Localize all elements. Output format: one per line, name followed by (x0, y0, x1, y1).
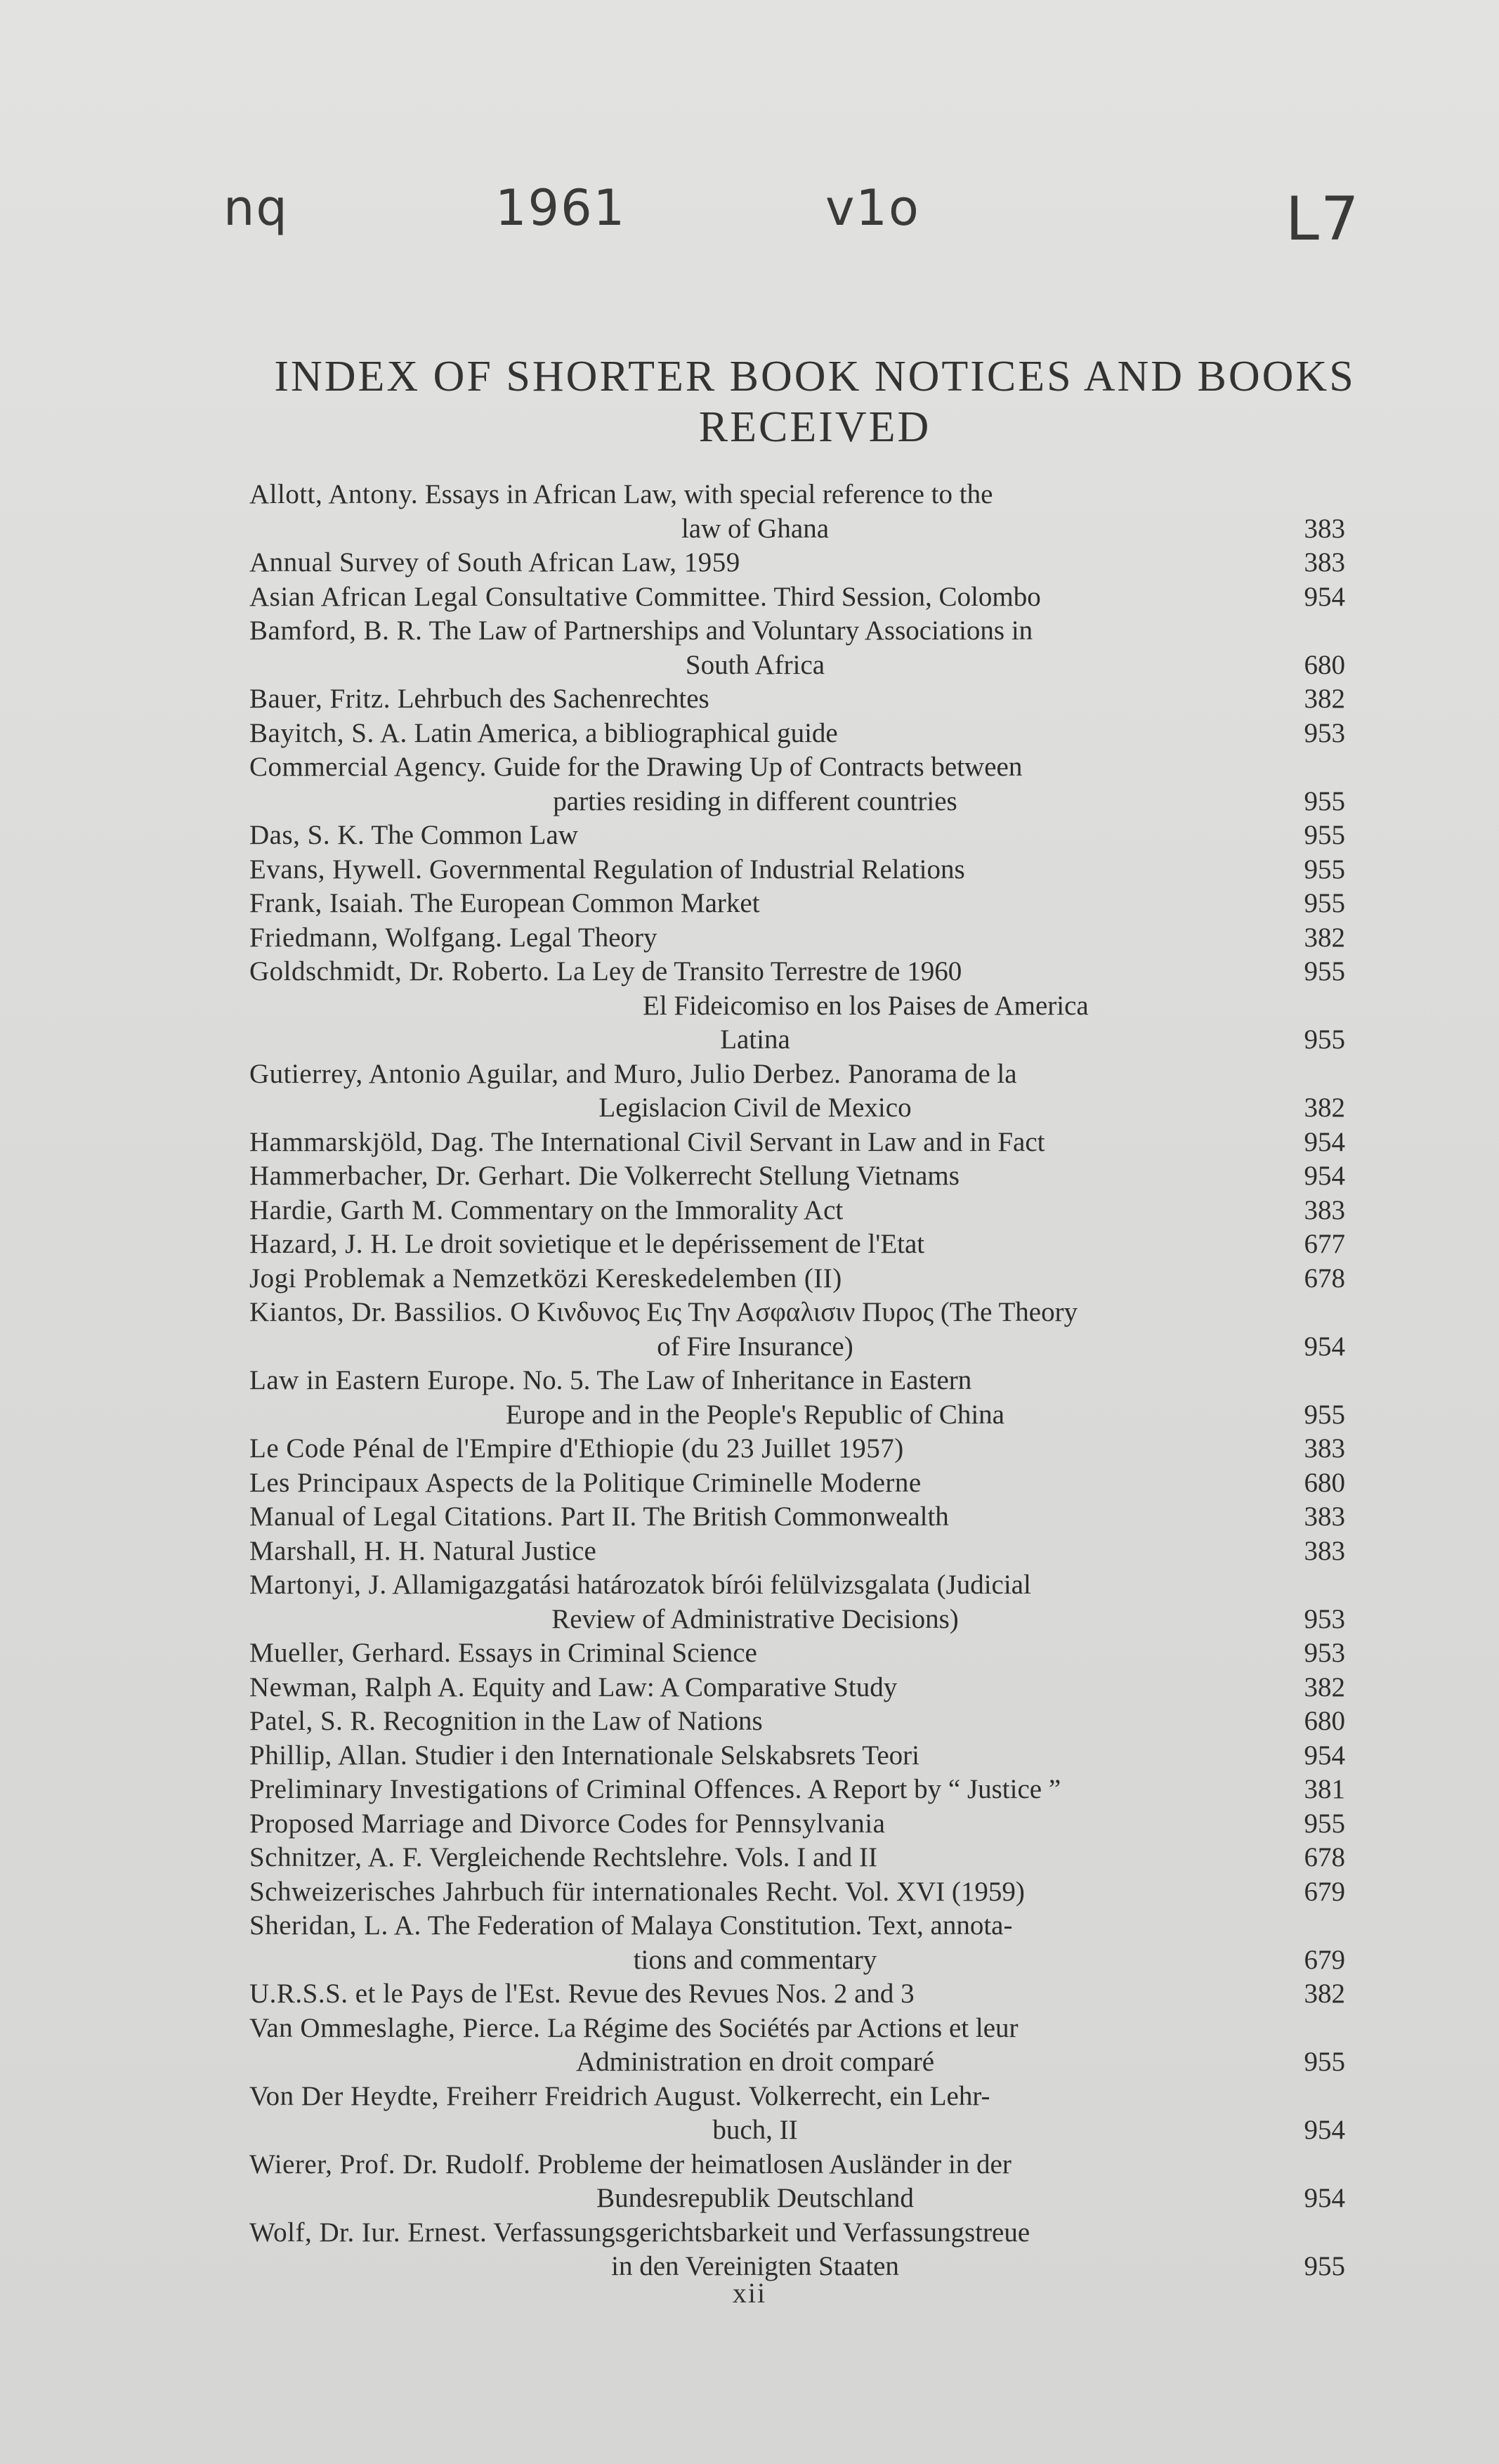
entry-line (249, 1057, 1345, 1092)
entry-title: Studier i den Internationale Selskabsrets Teori (414, 1740, 919, 1771)
entry-page-number: 955 (1304, 1808, 1345, 1839)
entry-page-number: 954 (1304, 1740, 1345, 1771)
index-entry (249, 1807, 1345, 1842)
entry-author: Kiantos, Dr. Bassilios. (249, 1297, 504, 1327)
entry-author: U.R.S.S. et le Pays de l'Est. (249, 1979, 562, 2009)
entry-continuation: Administration en droit comparé (575, 2047, 935, 2077)
entry-page-number: 680 (1304, 1706, 1345, 1736)
entry-title: Legal Theory (509, 922, 657, 953)
entry-author: Preliminary Investigations of Criminal Offences. (249, 1774, 802, 1804)
entry-title: Allamigazgatási határozatok bírói felülvizsgalata (Judicial (392, 1570, 1031, 1600)
index-entry (249, 2012, 1345, 2080)
entry-page-number: 383 (1304, 1501, 1345, 1532)
entry-author: Phillip, Allan. (249, 1740, 408, 1771)
index-entry (249, 1466, 1345, 1501)
entry-author: Newman, Ralph A. (249, 1671, 465, 1702)
entry-title: Volkerrecht, ein Lehr- (748, 2080, 990, 2111)
page-title: INDEX OF SHORTER BOOK NOTICES AND BOOKS RECEIVED (274, 353, 1356, 451)
entry-page-number: 955 (1304, 888, 1345, 918)
handwritten-mark: 1961 (495, 179, 627, 237)
index-entry (249, 1194, 1345, 1228)
entry-author: Hammerbacher, Dr. Gerhart. (249, 1161, 572, 1191)
index-entry (249, 580, 1345, 615)
entry-line (249, 1875, 1345, 1910)
entry-author: Martonyi, J. (249, 1570, 387, 1600)
entry-line (249, 1977, 1345, 2012)
index-entry (249, 682, 1345, 717)
entry-author: Manual of Legal Citations. (249, 1501, 554, 1532)
entry-page-number: 954 (1304, 2115, 1345, 2145)
entry-line (249, 1704, 1345, 1739)
index-entry (249, 1568, 1345, 1636)
entry-author: Evans, Hywell. (249, 854, 423, 885)
entry-author: Schnitzer, A. F. (249, 1842, 424, 1872)
entry-title: Essays in Criminal Science (458, 1638, 757, 1668)
index-entry (249, 989, 1345, 1057)
entry-title: The Common Law (371, 820, 578, 850)
entry-line (249, 1500, 1345, 1534)
handwritten-mark: nq (223, 179, 289, 237)
entry-title: La Ley de Transito Terrestre de 1960 (556, 956, 962, 986)
entry-title: Natural Justice (432, 1535, 596, 1566)
entry-author: Von Der Heydte, Freiherr Freidrich August. (249, 2080, 742, 2111)
entry-page-number: 955 (1304, 956, 1345, 986)
entry-author: Le Code Pénal de l'Empire d'Ethiopie (du 23 Juillet 1957) (249, 1433, 904, 1464)
entry-author: Friedmann, Wolfgang. (249, 922, 503, 953)
index-entry (249, 1739, 1345, 1773)
entry-line (249, 546, 1345, 580)
entry-author: Jogi Problemak a Nemzetközi Kereskedelemben (II) (249, 1263, 842, 1293)
entry-page-number: 383 (1304, 1433, 1345, 1464)
entry-author: Wolf, Dr. Iur. Ernest. (249, 2217, 487, 2248)
entry-page-number: 679 (1304, 1944, 1345, 1975)
entry-title: Verfassungsgerichtsbarkeit und Verfassungstreue (493, 2217, 1030, 2248)
entry-title: Recognition in the Law of Nations (383, 1706, 763, 1736)
entry-line (249, 580, 1345, 615)
entry-continuation: South Africa (685, 649, 825, 680)
entry-title: Le droit sovietique et le depérissement de l'Etat (404, 1229, 925, 1259)
entry-page-number: 954 (1304, 1331, 1345, 1362)
index-entry (249, 1159, 1345, 1194)
index-entry (249, 887, 1345, 921)
entry-author: Sheridan, L. A. (249, 1910, 421, 1941)
entry-page-number: 953 (1304, 1603, 1345, 1634)
entry-continuation: buch, II (712, 2115, 798, 2145)
entry-line (249, 1432, 1345, 1466)
entry-continuation: tions and commentary (633, 1944, 877, 1975)
page-number: xii (732, 2277, 767, 2309)
entry-page-number: 678 (1304, 1263, 1345, 1293)
index-entry (249, 1227, 1345, 1262)
entry-title: Equity and Law: A Comparative Study (471, 1671, 898, 1702)
index-entry (249, 1500, 1345, 1534)
entry-title: The Law of Partnerships and Voluntary Associations in (428, 615, 1033, 646)
entry-line (249, 1159, 1345, 1194)
entry-author: Schweizerisches Jahrbuch für internationales Recht. (249, 1876, 839, 1907)
index-entry (249, 614, 1345, 682)
entry-continuation: of Fire Insurance) (657, 1331, 853, 1362)
entry-title: Latin America, a bibliographical guide (414, 717, 838, 748)
entry-author: Frank, Isaiah. (249, 888, 405, 918)
entry-author: Bamford, B. R. (249, 615, 423, 646)
entry-title: Third Session, Colombo (773, 581, 1041, 612)
entry-author: Allott, Antony. (249, 479, 419, 509)
entry-line (249, 750, 1345, 785)
entry-line (249, 2216, 1345, 2250)
index-entry (249, 955, 1345, 989)
entry-page-number: 954 (1304, 1161, 1345, 1191)
entry-page-number: 381 (1304, 1774, 1345, 1804)
entry-author: Hazard, J. H. (249, 1229, 398, 1259)
entry-page-number: 955 (1304, 854, 1345, 885)
entry-line (249, 1227, 1345, 1262)
index-entry (249, 1704, 1345, 1739)
entry-title: Commentary on the Immorality Act (450, 1194, 844, 1225)
entry-page-number: 679 (1304, 1876, 1345, 1907)
entry-author: Proposed Marriage and Divorce Codes for Pennsylvania (249, 1808, 886, 1839)
entry-title: Guide for the Drawing Up of Contracts between (493, 752, 1023, 782)
entry-continuation: Review of Administrative Decisions) (551, 1603, 959, 1634)
entry-page-number: 680 (1304, 649, 1345, 680)
entry-page-number: 382 (1304, 922, 1345, 953)
handwritten-mark: L7 (1285, 184, 1361, 254)
index-entry (249, 819, 1345, 853)
entry-line (249, 1262, 1345, 1296)
entry-line (249, 1296, 1345, 1330)
entry-page-number: 955 (1304, 820, 1345, 850)
entry-title: No. 5. The Law of Inheritance in Eastern (522, 1365, 972, 1395)
entry-page-number: 955 (1304, 2047, 1345, 2077)
entry-line (249, 887, 1345, 921)
entry-author: Gutierrey, Antonio Aguilar, and Muro, Julio Derbez. (249, 1058, 842, 1089)
entry-page-number: 955 (1304, 2251, 1345, 2281)
entry-author: Bauer, Fritz. (249, 684, 391, 714)
entry-line (249, 1126, 1345, 1160)
entry-line (249, 1739, 1345, 1773)
entry-page-number: 953 (1304, 1638, 1345, 1668)
index-entry (249, 1671, 1345, 1705)
entry-author: Hammarskjöld, Dag. (249, 1126, 485, 1157)
index-entry (249, 1909, 1345, 1977)
entry-author: Commercial Agency. (249, 752, 487, 782)
entry-line (249, 717, 1345, 751)
index-entry (249, 1057, 1345, 1126)
entry-title: Essays in African Law, with special reference to the (424, 479, 993, 509)
entry-author: Van Ommeslaghe, Pierce. (249, 2012, 541, 2043)
entry-line (249, 2012, 1345, 2046)
index-entry (249, 1773, 1345, 1807)
entry-line (249, 1636, 1345, 1671)
entry-line (249, 1909, 1345, 1943)
entry-page-number: 383 (1304, 513, 1345, 544)
entry-title: Lehrbuch des Sachenrechtes (397, 684, 709, 714)
entry-page-number: 954 (1304, 581, 1345, 612)
entry-author: Wierer, Prof. Dr. Rudolf. (249, 2149, 531, 2179)
entry-author: Marshall, H. H. (249, 1535, 426, 1566)
entry-line (249, 921, 1345, 956)
entry-page-number: 383 (1304, 1194, 1345, 1225)
entry-page-number: 953 (1304, 717, 1345, 748)
index-entry (249, 1262, 1345, 1296)
entry-line (249, 1534, 1345, 1569)
entry-author: Les Principaux Aspects de la Politique Criminelle Moderne (249, 1467, 922, 1498)
entry-title: Vol. XVI (1959) (844, 1876, 1025, 1907)
entry-page-number: 382 (1304, 1093, 1345, 1123)
index-entry (249, 853, 1345, 887)
entry-line (249, 1568, 1345, 1603)
entry-line (249, 1194, 1345, 1228)
entry-line (249, 1671, 1345, 1705)
index-entry (249, 2216, 1345, 2284)
index-entry (249, 1977, 1345, 2012)
entry-page-number: 677 (1304, 1229, 1345, 1259)
index-entry (249, 1296, 1345, 1364)
entry-title: The Federation of Malaya Constitution. Text, annota- (427, 1910, 1013, 1941)
index-list (249, 478, 1345, 2284)
entry-author: Patel, S. R. (249, 1706, 377, 1736)
entry-title: El Fideicomiso en los Paises de America (643, 990, 1089, 1021)
entry-title: Part II. The British Commonwealth (561, 1501, 949, 1532)
entry-line (249, 853, 1345, 887)
entry-title: Die Volkerrecht Stellung Vietnams (578, 1161, 960, 1191)
entry-author: Goldschmidt, Dr. Roberto. (249, 956, 550, 986)
entry-page-number: 954 (1304, 2183, 1345, 2213)
index-entry (249, 1534, 1345, 1569)
entry-author: Law in Eastern Europe. (249, 1365, 516, 1395)
entry-author: Hardie, Garth M. (249, 1194, 444, 1225)
entry-author: Annual Survey of South African Law, 1959 (249, 547, 740, 578)
entry-continuation: law of Ghana (681, 513, 830, 544)
entry-line (249, 989, 1345, 1024)
entry-line (249, 1773, 1345, 1807)
entry-page-number: 954 (1304, 1126, 1345, 1157)
entry-page-number: 382 (1304, 1671, 1345, 1702)
entry-title: The International Civil Servant in Law and in Fact (491, 1126, 1045, 1157)
entry-author: Mueller, Gerhard. (249, 1638, 452, 1668)
entry-line (249, 2148, 1345, 2182)
entry-continuation: Legislacion Civil de Mexico (598, 1093, 912, 1123)
entry-line (249, 955, 1345, 989)
entry-continuation: Europe and in the People's Republic of China (506, 1399, 1004, 1430)
index-entry (249, 717, 1345, 751)
index-entry (249, 1432, 1345, 1466)
entry-title: Governmental Regulation of Industrial Relations (429, 854, 965, 885)
entry-title: Panorama de la (848, 1058, 1017, 1089)
entry-page-number: 680 (1304, 1467, 1345, 1498)
entry-line (249, 682, 1345, 717)
entry-page-number: 678 (1304, 1842, 1345, 1872)
entry-continuation: parties residing in different countries (553, 786, 957, 816)
entry-page-number: 383 (1304, 1535, 1345, 1566)
index-entry (249, 478, 1345, 546)
index-entry (249, 2148, 1345, 2216)
entry-author: Bayitch, S. A. (249, 717, 407, 748)
entry-line (249, 1364, 1345, 1398)
entry-title: A Report by “ Justice ” (807, 1774, 1061, 1804)
entry-title: La Régime des Sociétés par Actions et leur (547, 2012, 1019, 2043)
index-entry (249, 1126, 1345, 1160)
entry-page-number: 382 (1304, 1979, 1345, 2009)
entry-line (249, 1807, 1345, 1842)
entry-page-number: 955 (1304, 786, 1345, 816)
entry-title: Revue des Revues Nos. 2 and 3 (568, 1979, 915, 2009)
entry-author: Das, S. K. (249, 820, 365, 850)
index-entry (249, 2080, 1345, 2148)
index-entry (249, 1841, 1345, 1875)
entry-continuation: Bundesrepublik Deutschland (596, 2183, 914, 2213)
index-entry (249, 1875, 1345, 1910)
entry-author: Asian African Legal Consultative Committee. (249, 581, 768, 612)
entry-line (249, 819, 1345, 853)
entry-page-number: 955 (1304, 1399, 1345, 1430)
index-entry (249, 921, 1345, 956)
entry-page-number: 383 (1304, 547, 1345, 578)
entry-title: Vergleichende Rechtslehre. Vols. I and II (429, 1842, 877, 1872)
entry-title: Probleme der heimatlosen Ausländer in der (537, 2149, 1012, 2179)
handwritten-mark: v1o (825, 179, 920, 237)
entry-line (249, 1841, 1345, 1875)
entry-line (249, 1466, 1345, 1501)
index-entry (249, 546, 1345, 580)
entry-continuation: Latina (720, 1024, 790, 1055)
entry-continuation: in den Vereinigten Staaten (611, 2251, 899, 2281)
entry-page-number: 382 (1304, 684, 1345, 714)
index-entry (249, 1636, 1345, 1671)
index-entry (249, 750, 1345, 819)
entry-line (249, 2080, 1345, 2114)
entry-line (249, 614, 1345, 648)
index-entry (249, 1364, 1345, 1432)
entry-title: The European Common Market (410, 888, 760, 918)
entry-line (249, 478, 1345, 512)
entry-title: Ο Κινδυνος Εις Την Ασφαλισιν Πυρος (The Theory (510, 1297, 1078, 1327)
entry-page-number: 955 (1304, 1024, 1345, 1055)
